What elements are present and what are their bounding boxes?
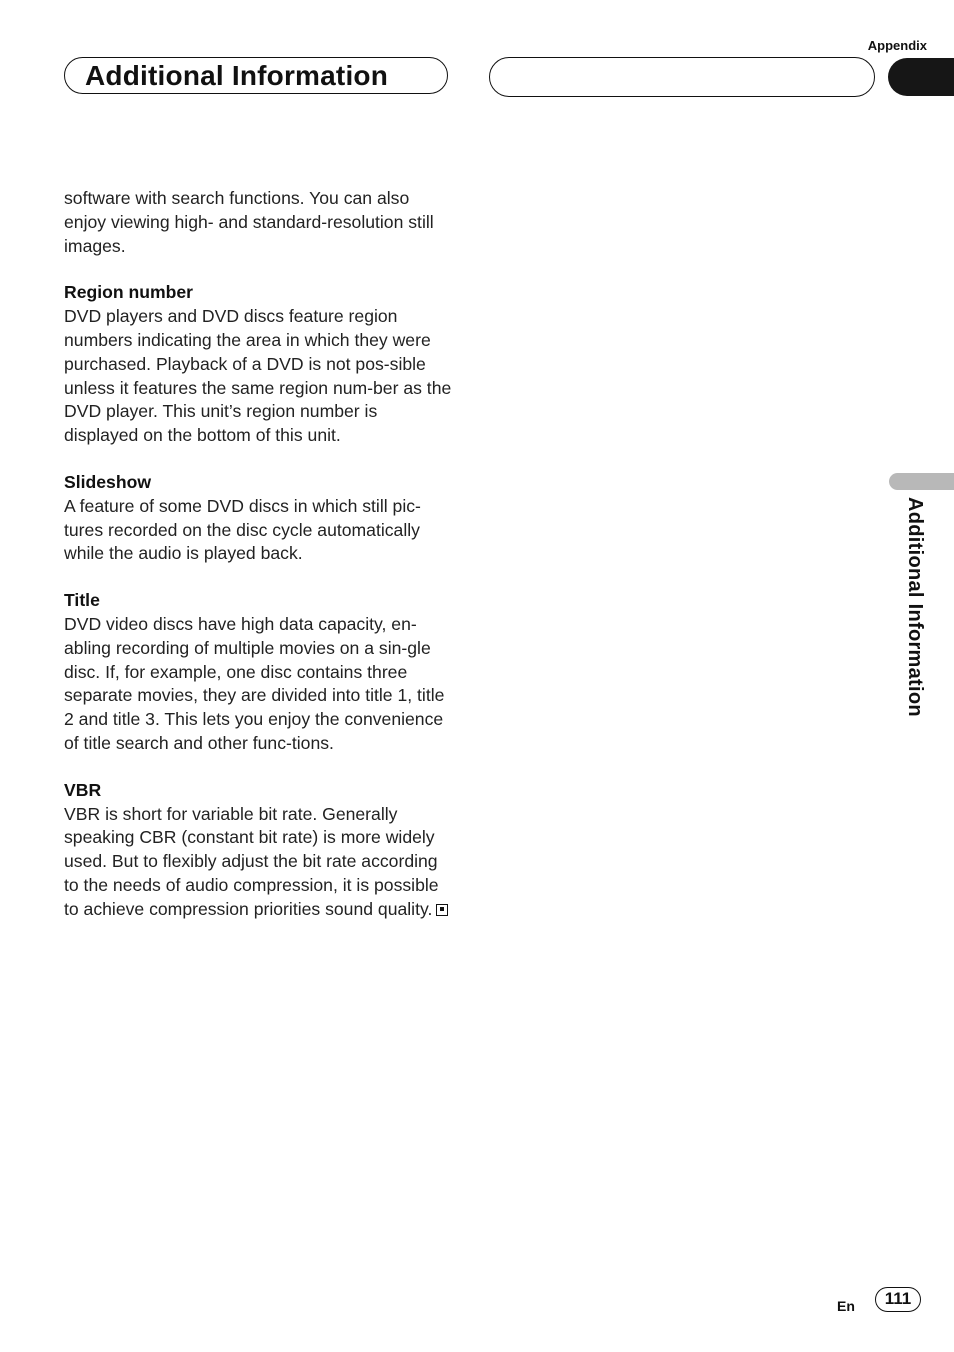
section-title (64, 589, 454, 756)
section-region-number (64, 281, 454, 448)
intro-paragraph: software with search functions. You can also enjoy viewing high- and standard-resolution still images. (64, 188, 434, 256)
appendix-label: Appendix (867, 38, 927, 53)
side-tab-label: Additional Information (904, 497, 926, 717)
section-gray-tab (889, 473, 954, 490)
section-heading: Region number (64, 282, 194, 303)
section-body: A feature of some DVD discs in which still pic-tures recorded on the disc cycle automatically while the audio is played back. (64, 495, 421, 564)
section-heading: Title (64, 590, 100, 611)
section-body: VBR is short for variable bit rate. Generally speaking CBR (constant bit rate) is more widely used. But to flexibly adjust the bit rate according to the needs of audio compression, it is possible to achieve compression priorities sound quality. (64, 803, 439, 919)
section-heading: Slideshow (64, 471, 152, 492)
header-title-box (64, 57, 448, 94)
section-heading: VBR (64, 779, 102, 800)
section-body: DVD players and DVD discs feature region numbers indicating the area in which they were purchased. Playback of a DVD is not pos-sible unless it features the same region num-ber as the DVD player. This unit’s region number is displayed on the bottom of this unit. (64, 306, 452, 446)
section-black-tab (888, 58, 954, 96)
main-content (64, 187, 454, 922)
section-body-wrapper (64, 803, 454, 922)
footer-page-number: 111 (875, 1287, 921, 1312)
end-of-section-square-icon (436, 904, 448, 916)
page-title: Additional Information (85, 60, 389, 91)
footer-language: En (837, 1298, 855, 1314)
section-body: DVD video discs have high data capacity, en-abling recording of multiple movies on a sin-gle disc. If, for example, one disc contains three separate movies, they are divided into title 1, title 2 and title 3. This lets you enjoy the convenience of title search and other func-tions. (64, 613, 445, 753)
header-right-box (489, 57, 875, 97)
section-vbr (64, 779, 454, 922)
section-slideshow (64, 471, 454, 566)
